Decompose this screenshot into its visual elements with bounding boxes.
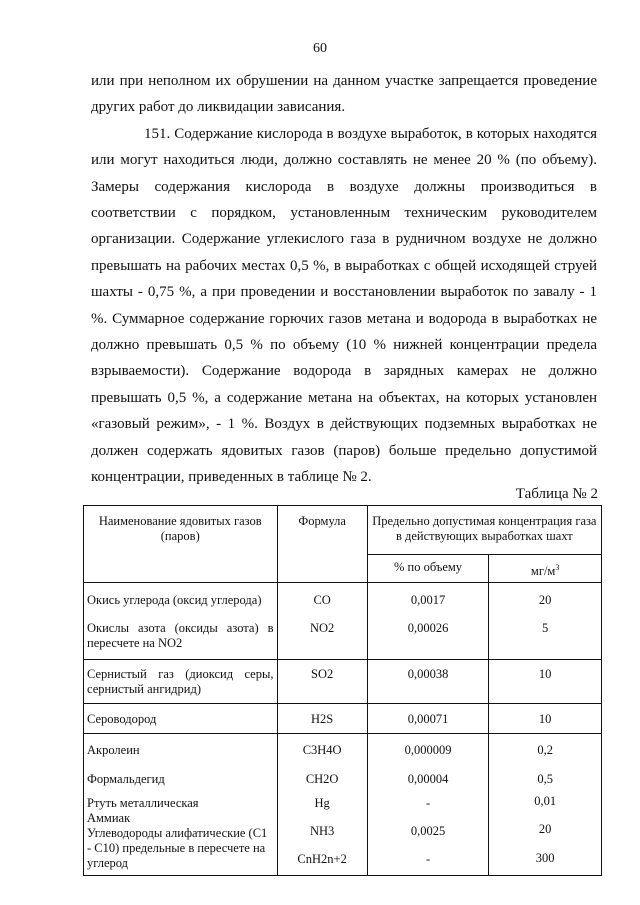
formula-mercury: Hg bbox=[314, 796, 330, 810]
header-concentration-limit: Предельно допустимая концентрация газа в действующих выработках шахт bbox=[367, 506, 601, 555]
gas-name-formaldehyde: Формальдегид bbox=[87, 772, 165, 786]
mg-acrolein: 0,2 bbox=[537, 743, 553, 757]
table-row-group-carbon-nitrogen bbox=[84, 583, 602, 660]
header-mg-unit-sup: 3 bbox=[555, 563, 560, 572]
formula-co: CO bbox=[313, 593, 331, 607]
formula-h2s: H2S bbox=[277, 704, 367, 734]
formula-so2: SO2 bbox=[277, 660, 367, 704]
table-caption: Таблица № 2 bbox=[515, 486, 598, 502]
mg-ammonia: 20 bbox=[538, 822, 552, 836]
gas-name-acrolein: Акролеин bbox=[87, 743, 140, 757]
percent-mercury: - bbox=[425, 796, 431, 810]
gas-name-no2: Окислы азота (оксиды азота) в пересчете на NO2 bbox=[87, 621, 274, 650]
header-mg-per-m3 bbox=[489, 555, 602, 583]
mg-h2s: 10 bbox=[489, 704, 602, 734]
cell-gas-name bbox=[84, 734, 278, 876]
cell-gas-name bbox=[84, 583, 278, 660]
table-row-group-organic bbox=[84, 734, 602, 876]
table-row-hydrogen-sulfide bbox=[84, 704, 602, 734]
percent-formaldehyde: 0,00004 bbox=[407, 772, 449, 786]
body-text bbox=[91, 68, 597, 491]
toxic-gas-table bbox=[83, 505, 602, 876]
paragraph-continuation: или при неполном их обрушении на данном участке запрещается проведение других работ до ликвидации зависания. bbox=[91, 73, 597, 116]
mg-so2: 10 bbox=[489, 660, 602, 704]
gas-name-hydrocarbons: Углеводороды алифатические (C1 - C10) предельные в пересчете на углерод bbox=[87, 826, 268, 870]
gas-name-co: Окись углерода (оксид углерода) bbox=[87, 593, 262, 607]
table-row-sulfur-dioxide bbox=[84, 660, 602, 704]
formula-no2: NO2 bbox=[309, 621, 335, 635]
cell-formula bbox=[277, 734, 367, 876]
mg-mercury: 0,01 bbox=[534, 794, 557, 808]
header-percent-volume: % по объему bbox=[367, 555, 489, 583]
gas-name-mercury: Ртуть металлическая bbox=[87, 796, 199, 810]
cell-percent bbox=[367, 734, 489, 876]
gas-name-ammonia: Аммиак bbox=[87, 811, 131, 825]
formula-acrolein: C3H4O bbox=[302, 743, 342, 757]
header-gas-name: Наименование ядовитых газов (паров) bbox=[84, 506, 278, 583]
mg-hydrocarbons: 300 bbox=[535, 851, 555, 865]
formula-hydrocarbons: CnH2n+2 bbox=[297, 852, 347, 866]
cell-mg bbox=[489, 734, 602, 876]
percent-acrolein: 0,000009 bbox=[404, 743, 452, 757]
percent-no2: 0,00026 bbox=[407, 621, 449, 635]
paragraph-151: 151. Содержание кислорода в воздухе выработок, в которых находятся или могут находиться люди, должно составлять не менее 20 % (по объему). Замеры содержания кислорода в воздухе должны производиться в соответствии с порядком, установленным техническим руководителем организации. Содержание углекислого газа в рудничном воздухе не должно превышать на рабочих местах 0,5 %, в выработках с общей исходящей струей шахты - 0,75 %, а при проведении и восстановлении выработок по завалу - 1 %. Суммарное содержание горючих газов метана и водорода в выработках не должно превышать 0,5 % по объему (10 % нижней концентрации предела взрываемости). Содержание водорода в зарядных камерах не должно превышать 0,5 %, а содержание метана на объектах, на которых установлен «газовый режим», - 1 %. Воздух в действующих подземных выработках не должен содержать ядовитых газов (паров) больше предельно допустимой концентрации, приведенных в таблице № 2. bbox=[91, 125, 597, 486]
percent-h2s: 0,00071 bbox=[367, 704, 489, 734]
page-number: 60 bbox=[313, 41, 327, 56]
percent-co: 0,0017 bbox=[410, 593, 446, 607]
header-mg-unit: мг/м bbox=[530, 564, 556, 579]
percent-hydrocarbons: - bbox=[425, 852, 431, 866]
percent-so2: 0,00038 bbox=[367, 660, 489, 704]
formula-ammonia: NH3 bbox=[309, 824, 335, 838]
gas-name-so2: Сернистый газ (диоксид серы, сернистый ангидрид) bbox=[84, 660, 278, 704]
percent-ammonia: 0,0025 bbox=[410, 824, 446, 838]
formula-formaldehyde: CH2O bbox=[305, 772, 339, 786]
mg-no2: 5 bbox=[542, 621, 549, 635]
header-formula: Формула bbox=[277, 506, 367, 583]
cell-mg bbox=[489, 583, 602, 660]
cell-percent bbox=[367, 583, 489, 660]
cell-formula bbox=[277, 583, 367, 660]
mg-formaldehyde: 0,5 bbox=[537, 772, 553, 786]
gas-name-h2s: Сероводород bbox=[84, 704, 278, 734]
mg-co: 20 bbox=[538, 593, 552, 607]
